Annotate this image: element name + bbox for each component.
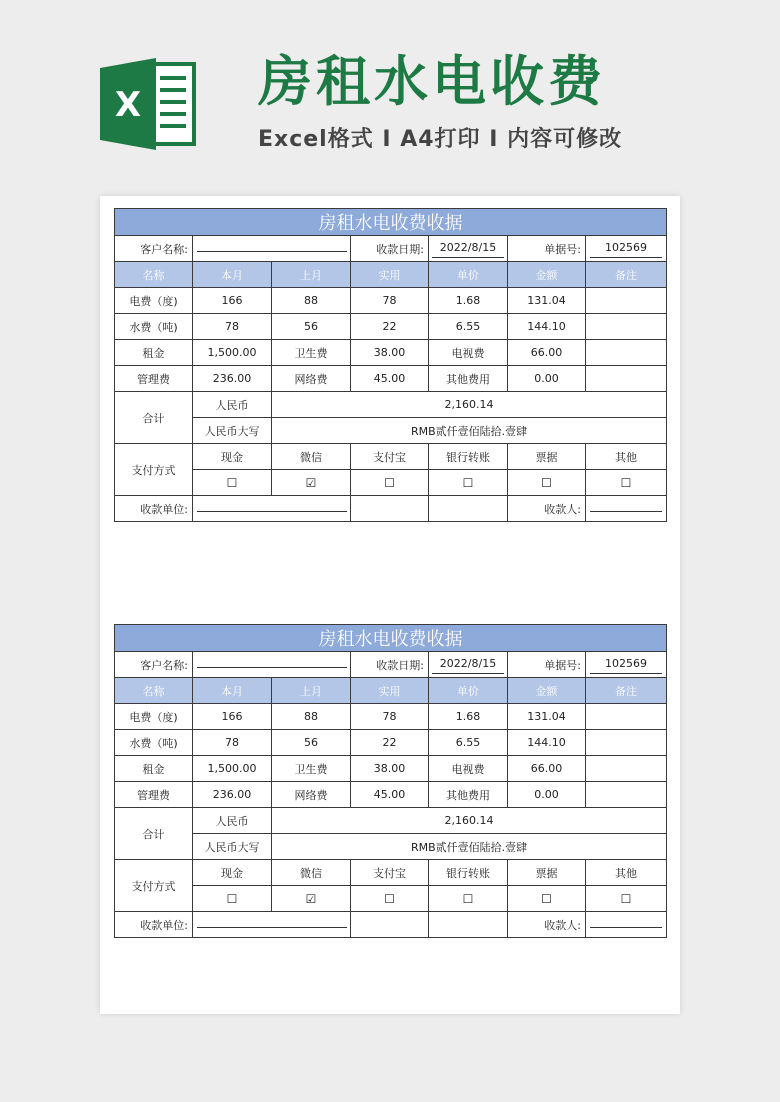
page-header [0, 0, 780, 190]
payment-option-label: 支付宝 [351, 860, 429, 886]
table-row [115, 288, 667, 314]
mgmt-label: 管理费 [115, 366, 193, 392]
bill-checkbox[interactable]: ☐ [508, 470, 586, 496]
payment-option-label: 现金 [193, 444, 272, 470]
rmb-label: 人民币 [193, 392, 272, 418]
date-label: 收款日期: [351, 652, 429, 678]
payee-unit-field[interactable] [193, 496, 351, 522]
wechat-checkbox[interactable]: ☑ [272, 886, 351, 912]
date-label: 收款日期: [351, 236, 429, 262]
col-header: 上月 [272, 262, 351, 288]
cell[interactable]: 78 [351, 704, 429, 730]
date-field[interactable]: 2022/8/15 [429, 236, 508, 262]
date-field[interactable]: 2022/8/15 [429, 652, 508, 678]
payment-option-label: 现金 [193, 860, 272, 886]
mgmt-value[interactable]: 236.00 [193, 366, 272, 392]
col-header: 备注 [586, 262, 667, 288]
cell[interactable]: 131.04 [508, 288, 586, 314]
payment-label: 支付方式 [115, 444, 193, 496]
total-label: 合计 [115, 392, 193, 444]
cell[interactable] [586, 340, 667, 366]
sanitation-value[interactable]: 38.00 [351, 340, 429, 366]
tv-fee-value[interactable]: 66.00 [508, 756, 586, 782]
cell[interactable]: 88 [272, 288, 351, 314]
col-header: 名称 [115, 678, 193, 704]
receipt-no-field[interactable]: 102569 [586, 236, 667, 262]
cell[interactable]: 144.10 [508, 730, 586, 756]
cash-checkbox[interactable]: ☐ [193, 886, 272, 912]
col-header: 本月 [193, 262, 272, 288]
page-title: 房租水电收费 [258, 50, 606, 113]
col-header: 名称 [115, 262, 193, 288]
rmb-value[interactable]: 2,160.14 [272, 392, 667, 418]
cash-checkbox[interactable]: ☐ [193, 470, 272, 496]
mgmt-label: 管理费 [115, 782, 193, 808]
receipt-no-label: 单据号: [508, 236, 586, 262]
other-fee-label: 其他费用 [429, 366, 508, 392]
column-header-row [115, 678, 667, 704]
wechat-checkbox[interactable]: ☑ [272, 470, 351, 496]
table-row [115, 444, 667, 470]
network-fee-value[interactable]: 45.00 [351, 782, 429, 808]
col-header: 本月 [193, 678, 272, 704]
tv-fee-label: 电视费 [429, 756, 508, 782]
receipt-1 [114, 208, 666, 522]
table-row [115, 418, 667, 444]
payment-option-label: 银行转账 [429, 444, 508, 470]
total-label: 合计 [115, 808, 193, 860]
payment-option-label: 微信 [272, 444, 351, 470]
cell[interactable]: 88 [272, 704, 351, 730]
tv-fee-value[interactable]: 66.00 [508, 340, 586, 366]
cell: 电费（度) [115, 704, 193, 730]
receipt-title: 房租水电收费收据 [115, 625, 667, 652]
receipt-2 [114, 624, 666, 938]
payment-option-label: 其他 [586, 860, 667, 886]
cell[interactable]: 6.55 [429, 730, 508, 756]
cell[interactable]: 78 [351, 288, 429, 314]
other-checkbox[interactable]: ☐ [586, 886, 667, 912]
col-header: 金额 [508, 262, 586, 288]
cell[interactable] [586, 366, 667, 392]
cell[interactable]: 22 [351, 730, 429, 756]
cell: 水费（吨) [115, 314, 193, 340]
logo-letter: X [114, 85, 142, 125]
payee-unit-label: 收款单位: [115, 912, 193, 938]
table-row [115, 782, 667, 808]
bill-checkbox[interactable]: ☐ [508, 886, 586, 912]
cell[interactable] [586, 704, 667, 730]
other-fee-label: 其他费用 [429, 782, 508, 808]
receipt-table [114, 624, 667, 938]
rent-value[interactable]: 1,500.00 [193, 340, 272, 366]
column-header-row [115, 262, 667, 288]
rmb-label: 人民币 [193, 808, 272, 834]
cell[interactable]: 166 [193, 288, 272, 314]
col-header: 实用 [351, 678, 429, 704]
col-header: 单价 [429, 678, 508, 704]
col-header: 金额 [508, 678, 586, 704]
col-header: 实用 [351, 262, 429, 288]
rmb-upper-label: 人民币大写 [193, 418, 272, 444]
payee-unit-label: 收款单位: [115, 496, 193, 522]
bank-transfer-checkbox[interactable]: ☐ [429, 470, 508, 496]
customer-field[interactable] [193, 236, 351, 262]
col-header: 单价 [429, 262, 508, 288]
table-row [115, 834, 667, 860]
sanitation-value[interactable]: 38.00 [351, 756, 429, 782]
alipay-checkbox[interactable]: ☐ [351, 470, 429, 496]
cell[interactable] [586, 756, 667, 782]
table-row [115, 860, 667, 886]
table-row [115, 340, 667, 366]
payment-option-label: 银行转账 [429, 860, 508, 886]
tv-fee-label: 电视费 [429, 340, 508, 366]
cell[interactable]: 56 [272, 314, 351, 340]
other-checkbox[interactable]: ☐ [586, 470, 667, 496]
payee-field[interactable] [586, 496, 667, 522]
page-subtitle: Excel格式 I A4打印 I 内容可修改 [258, 127, 623, 152]
cell[interactable]: 144.10 [508, 314, 586, 340]
cell[interactable]: 166 [193, 704, 272, 730]
table-row [115, 808, 667, 834]
cell[interactable]: 1.68 [429, 288, 508, 314]
network-fee-label: 网络费 [272, 782, 351, 808]
rmb-value[interactable]: 2,160.14 [272, 808, 667, 834]
cell[interactable]: 131.04 [508, 704, 586, 730]
table-row [115, 366, 667, 392]
cell: 电费（度) [115, 288, 193, 314]
col-header: 备注 [586, 678, 667, 704]
excel-logo-icon [100, 56, 200, 152]
payment-option-label: 票据 [508, 860, 586, 886]
col-header: 上月 [272, 678, 351, 704]
payment-option-label: 票据 [508, 444, 586, 470]
cell[interactable] [586, 782, 667, 808]
payment-option-label: 微信 [272, 860, 351, 886]
receipt-no-label: 单据号: [508, 652, 586, 678]
network-fee-label: 网络费 [272, 366, 351, 392]
cell[interactable]: 6.55 [429, 314, 508, 340]
payment-label: 支付方式 [115, 860, 193, 912]
customer-field[interactable] [193, 652, 351, 678]
payee-label: 收款人: [508, 496, 586, 522]
rmb-upper-label: 人民币大写 [193, 834, 272, 860]
cell[interactable]: 22 [351, 314, 429, 340]
table-row [115, 314, 667, 340]
sanitation-label: 卫生费 [272, 340, 351, 366]
table-row [115, 704, 667, 730]
rent-label: 租金 [115, 340, 193, 366]
rmb-upper-value[interactable]: RMB贰仟壹佰陆拾.壹肆 [272, 418, 667, 444]
cell[interactable]: 1.68 [429, 704, 508, 730]
other-fee-value[interactable]: 0.00 [508, 366, 586, 392]
cell[interactable] [586, 730, 667, 756]
receipt-title: 房租水电收费收据 [115, 209, 667, 236]
receipt-paper [100, 196, 680, 1014]
network-fee-value[interactable]: 45.00 [351, 366, 429, 392]
table-row [115, 392, 667, 418]
table-row [115, 886, 667, 912]
customer-label: 客户名称: [115, 236, 193, 262]
cell: 水费（吨) [115, 730, 193, 756]
payment-option-label: 其他 [586, 444, 667, 470]
bank-transfer-checkbox[interactable]: ☐ [429, 886, 508, 912]
cell[interactable]: 78 [193, 730, 272, 756]
cell[interactable]: 56 [272, 730, 351, 756]
receipt-no-field[interactable]: 102569 [586, 652, 667, 678]
cell[interactable]: 78 [193, 314, 272, 340]
payee-label: 收款人: [508, 912, 586, 938]
payment-option-label: 支付宝 [351, 444, 429, 470]
customer-label: 客户名称: [115, 652, 193, 678]
mgmt-value[interactable]: 236.00 [193, 782, 272, 808]
rent-label: 租金 [115, 756, 193, 782]
payee-field[interactable] [586, 912, 667, 938]
table-row [115, 730, 667, 756]
alipay-checkbox[interactable]: ☐ [351, 886, 429, 912]
other-fee-value[interactable]: 0.00 [508, 782, 586, 808]
cell[interactable] [586, 314, 667, 340]
receipt-table [114, 208, 667, 522]
rmb-upper-value[interactable]: RMB贰仟壹佰陆拾.壹肆 [272, 834, 667, 860]
cell[interactable] [586, 288, 667, 314]
table-row [115, 756, 667, 782]
sanitation-label: 卫生费 [272, 756, 351, 782]
payee-unit-field[interactable] [193, 912, 351, 938]
table-row [115, 470, 667, 496]
rent-value[interactable]: 1,500.00 [193, 756, 272, 782]
